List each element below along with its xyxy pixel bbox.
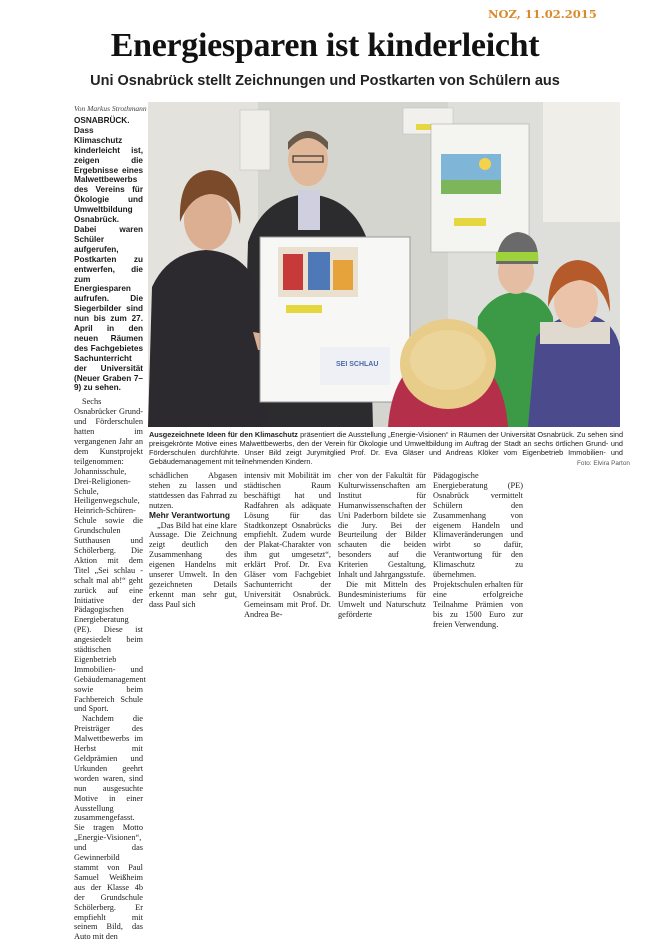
caption-title: Ausgezeichnete Ideen für den Klimaschutz (149, 430, 298, 439)
paragraph: schädlichen Abgasen stehen zu lassen und stattdessen das Fahrrad zu nutzen. (149, 471, 237, 510)
article-column-1 (74, 116, 146, 942)
article-column-4 (338, 471, 426, 619)
article-column-5 (433, 471, 523, 629)
paragraph: cher von der Fakultät für Kulturwissenschaften am Institut für Humanwissenschaften der Uni Paderborn bildete sie die Jury. Bei der Beurteilung der Bilder schauten die beiden besonders auf die Kriterien Gestaltung, Inhalt und Jahrgangsstufe. (338, 471, 426, 580)
headline: Energiesparen ist kinderleicht (110, 27, 540, 64)
newspaper-source: NOZ, 11.02.2015 (488, 7, 597, 21)
article-photo (148, 102, 620, 427)
paragraph: Die mit Mitteln des Bundesministeriums für Umwelt und Naturschutz geförderte (338, 579, 426, 619)
paragraph: Nachdem die Preisträger des Malwettbewerbs im Herbst mit Geldprämien und Urkunden geehrt worden waren, sind nun ausgesuchte Motive in einer Ausstellung zusammengefasst. Sie tragen Motto „Energie-Visionen“, und das Gewinnerbild stammt von Paul Samuel Weißheim aus der Klasse 4b der Grundschule Schölerberg. Er empfiehlt mit seinem Bild, das Auto mit den (74, 714, 143, 942)
paragraph: Sechs Osnabrücker Grund- und Förderschulen hatten im vergangenen Jahr an dem Kunstprojekt teilgenommen: Johannisschule, Drei-Religionen-Schule, Heiligenwegschule, Heinrich-Schüren-Schule sowie die Grundschulen Sutthausen und Schölerberg. Die Aktion mit dem Titel „Sei schlau - schalt mal ab!“ geht zurück auf eine Initiative der Pädagogischen Energieberatung (PE). Diese ist angesiedelt beim städtischen Eigenbetrieb Immobilien- und Gebäudemanagement sowie beim Fachbereich Schule und Sport. (74, 397, 146, 714)
paragraph: „Das Bild hat eine klare Aussage. Die Zeichnung zeigt deutlich den Zusammenhang des eigenen Handelns mit unserer Umwelt. In den gezeichneten Details erkennt man sehr gut, dass Paul sich (149, 520, 237, 609)
article-column-3 (244, 471, 331, 619)
paragraph: intensiv mit Mobilität im städtischen Raum beschäftigt hat und Radfahren als adäquate Lösung für das Stadtkonzept Osnabrücks empfiehlt. Zudem wurde der Plakat-Charakter von ihm gut umgesetzt“, erklärt Prof. Dr. Eva Gläser vom Fachgebiet Sachunterricht der Universität Osnabrück. Gemeinsam mit Prof. Dr. Andrea Be- (244, 471, 331, 619)
caption-text: präsentiert die Ausstellung „Energie-Visionen“ in Räumen der Universität Osnabrück. Zu sehen sind preisgekrönte Motive eines Malwettbewerbs, den der Verein für Ökologie und Umweltbildung im Auftrag der Stadt an sechs örtlichen Grund- und Förderschulen durchführte. Unser Bild zeigt Jurymitglied Prof. Dr. Eva Gläser und Andreas Klöker vom Eigenbetrieb Immobilien- und Gebäudemanagement mit teilnehmenden Kindern. (149, 430, 623, 466)
photo-illustration (148, 102, 620, 427)
photo-credit: Foto: Elvira Parton (577, 460, 630, 467)
byline: Von Markus Strothmann (74, 104, 147, 113)
section-subtitle: Mehr Verantwortung (149, 509, 230, 520)
photo-sign-text: SEI SCHLAU (336, 361, 379, 368)
article-column-2 (149, 471, 237, 609)
paragraph: Pädagogische Energieberatung (PE) Osnabrück vermittelt Schülern den Zusammenhang von eigenem Handeln und Klimaveränderungen und wirbt so dafür, Verantwortung für den Klimaschutz zu übernehmen. Projektschulen erhalten für eine erfolgreiche Teilnahme Prämien von bis zu 1500 Euro zur freien Verwendung. (433, 471, 523, 629)
subheadline: Uni Osnabrück stellt Zeichnungen und Postkarten von Schülern aus (90, 73, 560, 89)
lead-paragraph: OSNABRÜCK. Dass Klimaschutz kinderleicht ist, zeigen die Ergebnisse eines Malwettbewerbs des Vereins für Ökologie und Umweltbildung Osnabrück. Dabei waren Schüler aufgerufen, Postkarten zu entwerfen, die zum Energiesparen aufrufen. Die Siegerbilder sind nun bis zum 27. April in den neuen Räumen des Fachgebietes Sachunterricht der Universität (Neuer Graben 7–9) zu sehen. (74, 116, 143, 393)
photo-caption (149, 430, 630, 467)
